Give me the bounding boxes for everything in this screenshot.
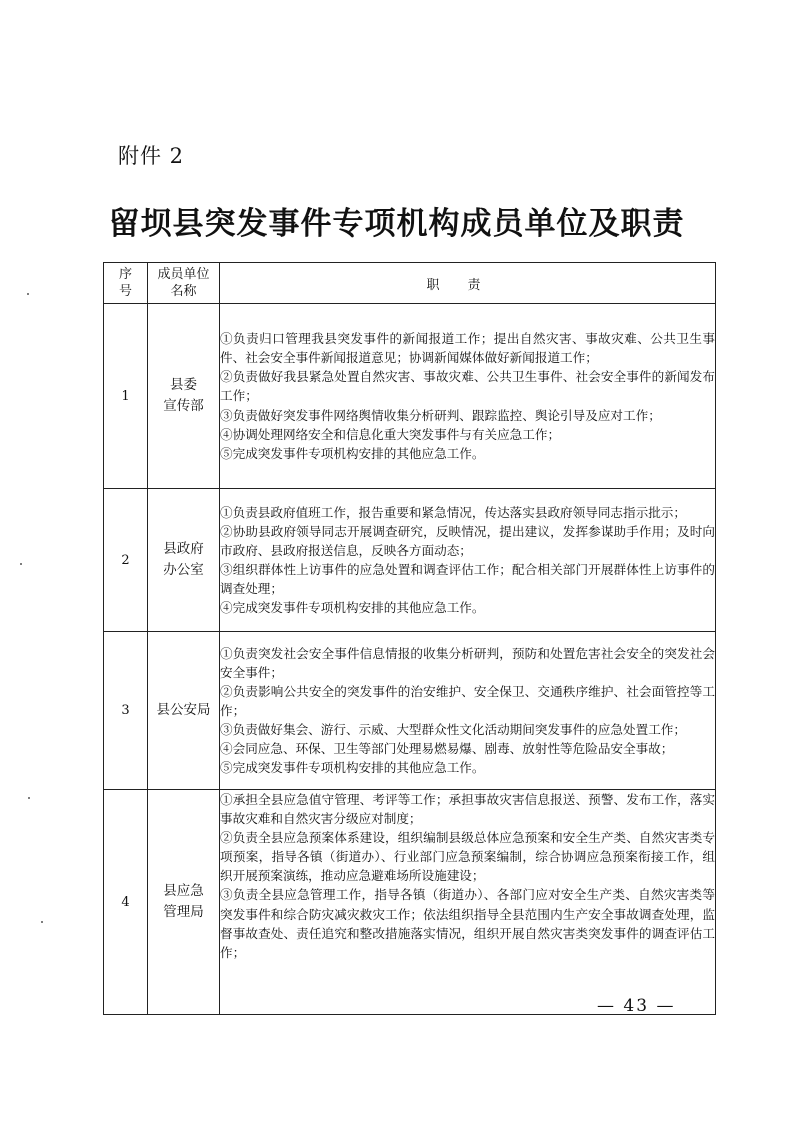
duties-cell xyxy=(220,489,716,632)
unit-name-line2: 管理局 xyxy=(163,904,204,920)
header-member-unit xyxy=(148,263,220,304)
duty-item: ①承担全县应急值守管理、考评等工作；承担事故灾害信息报送、预警、发布工作，落实事故灾难和自然灾害分级应对制度； xyxy=(220,792,715,827)
duty-item: ②负责影响公共安全的突发事件的治安维护、安全保卫、交通秩序维护、社会面管控等工作； xyxy=(220,683,715,718)
unit-name-line1: 县委 xyxy=(170,377,197,393)
table-row xyxy=(104,304,716,489)
duty-item: ④协调处理网络安全和信息化重大突发事件与有关应急工作； xyxy=(220,426,561,442)
header-duties: 职责 xyxy=(220,263,716,304)
header-unit-line1: 成员单位 xyxy=(157,267,210,282)
duties-cell xyxy=(220,632,716,790)
duty-item: ⑤完成突发事件专项机构安排的其他应急工作。 xyxy=(220,445,485,461)
member-unit xyxy=(148,632,220,790)
document-title: 留坝县突发事件专项机构成员单位及职责 xyxy=(108,206,685,242)
page-number: — 43 — xyxy=(597,996,676,1016)
row-number: 4 xyxy=(104,790,148,1015)
duty-item: ①负责县政府值班工作，报告重要和紧急情况，传达落实县政府领导同志指示批示； xyxy=(220,504,686,520)
duty-item: ④完成突发事件专项机构安排的其他应急工作。 xyxy=(220,600,485,616)
duty-item: ③负责做好突发事件网络舆情收集分析研判、跟踪监控、舆论引导及应对工作； xyxy=(220,407,661,423)
header-serial-number xyxy=(104,263,148,304)
duty-item: ①负责突发社会安全事件信息情报的收集分析研判，预防和处置危害社会安全的突发社会安全事件； xyxy=(220,645,715,680)
unit-name-line2: 宣传部 xyxy=(163,398,204,414)
duty-item: ②负责全县应急预案体系建设，组织编制县级总体应急预案和安全生产类、自然灾害类专项预案，指导各镇（街道办）、行业部门应急预案编制，综合协调应急预案衔接工作，组织开展预案演练，推动应急避难场所设施建设； xyxy=(220,830,715,884)
duty-item: ②负责做好我县紧急处置自然灾害、事故灾难、公共卫生事件、社会安全事件的新闻发布工作； xyxy=(220,369,715,404)
member-unit xyxy=(148,489,220,632)
unit-name-line1: 县应急 xyxy=(163,883,204,899)
row-number: 3 xyxy=(104,632,148,790)
member-duty-table xyxy=(103,262,716,1015)
header-serial-line1: 序 xyxy=(118,267,132,282)
table-row xyxy=(104,489,716,632)
duty-item: ⑤完成突发事件专项机构安排的其他应急工作。 xyxy=(220,760,485,776)
scan-speck xyxy=(28,797,30,799)
duty-item: ④会同应急、环保、卫生等部门处理易燃易爆、剧毒、放射性等危险品安全事故； xyxy=(220,741,674,757)
duty-item: ③负责做好集会、游行、示威、大型群众性文化活动期间突发事件的应急处置工作； xyxy=(220,722,686,738)
header-unit-line2: 名称 xyxy=(170,284,197,299)
row-number: 1 xyxy=(104,304,148,489)
row-number: 2 xyxy=(104,489,148,632)
duties-cell xyxy=(220,304,716,489)
duty-item: ②协助县政府领导同志开展调查研究，反映情况，提出建议，发挥参谋助手作用；及时向市政府、县政府报送信息，反映各方面动态； xyxy=(220,523,715,558)
attachment-label: 附件 2 xyxy=(118,144,185,168)
duty-item: ①负责归口管理我县突发事件的新闻报道工作；提出自然灾害、事故灾难、公共卫生事件、社会安全事件新闻报道意见；协调新闻媒体做好新闻报道工作； xyxy=(220,331,715,366)
duty-item: ③负责全县应急管理工作，指导各镇（街道办）、各部门应对安全生产类、自然灾害类等突发事件和综合防灾减灾救灾工作；依法组织指导全县范围内生产安全事故调查处理，监督事故查处、责任追究和整改措施落实情况，组织开展自然灾害类突发事件的调查评估工作； xyxy=(220,887,715,960)
unit-name-line1: 县政府 xyxy=(163,541,204,557)
member-unit xyxy=(148,790,220,1015)
table-header-row xyxy=(104,263,716,304)
unit-name-line2: 办公室 xyxy=(163,562,204,578)
duties-cell xyxy=(220,790,716,1015)
unit-name-line1: 县公安局 xyxy=(156,702,211,718)
table-row xyxy=(104,790,716,1015)
table-row xyxy=(104,632,716,790)
scan-speck xyxy=(27,293,29,295)
scan-speck xyxy=(41,921,43,923)
duty-item: ③组织群体性上访事件的应急处置和调查评估工作；配合相关部门开展群体性上访事件的调查处理； xyxy=(220,562,715,597)
header-serial-line2: 号 xyxy=(118,284,132,299)
member-unit xyxy=(148,304,220,489)
scan-speck xyxy=(20,563,22,565)
